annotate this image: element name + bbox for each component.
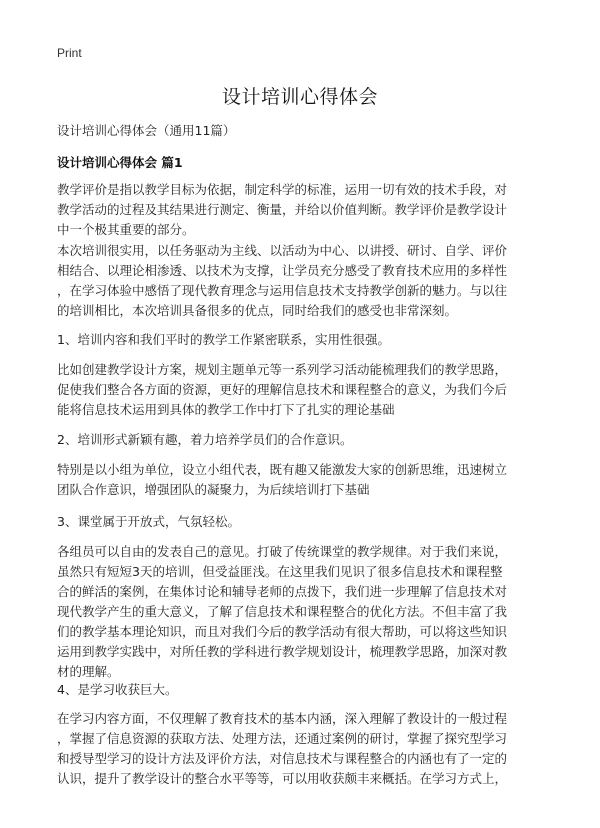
paragraph-line: 相结合、以理论相渗透、以技术为支撑，让学员充分感受了教育技术应用的多样性 [57,263,508,278]
point-heading-4 [57,680,547,700]
point-heading-2 [57,430,547,450]
paragraph-line: 和授导型学习的设计方法及评价方法，对信息技术与课程整合的内涵也有了一定的 [57,751,508,766]
paragraph-training-overview [57,241,547,321]
paragraph-line: 3、课堂属于开放式，气氛轻松。 [57,514,240,529]
page-title: 设计培训心得体会 [221,86,378,108]
paragraph-line: 促使我们整合各方面的资源，更好的理解信息技术和课程整合的意义，为我们今后 [57,382,508,397]
paragraph-line: 材的理解。 [57,664,120,679]
paragraph-line: 4、是学习收获巨大。 [57,682,178,697]
paragraph-intro [57,180,547,240]
paragraph-line: ，掌握了信息资源的获取方法、处理方法，还通过案例的研讨，掌握了探究型学习 [57,731,508,746]
paragraph-point-1 [57,360,547,420]
paragraph-line: 1、培训内容和我们平时的教学工作紧密联系，实用性很强。 [57,332,390,347]
paragraph-line: 各组员可以自由的发表自己的意见。打破了传统课堂的教学规律。对于我们来说， [57,544,508,559]
paragraph-line: 的培训相比，本次培训具备很多的优点，同时给我们的感受也非常深刻。 [57,303,458,318]
paragraph-point-3 [57,542,547,682]
paragraph-line: 认识，提升了教学设计的整合水平等等，可以用收获颇丰来概括。在学习方式上， [57,771,508,786]
paragraph-line: 虽然只有短短3天的培训，但受益匪浅。在这里我们见识了很多信息技术和课程整 [57,564,503,579]
paragraph-point-4 [57,709,547,789]
paragraph-line: 2、培训形式新颖有趣，着力培养学员们的合作意识。 [57,432,353,447]
section-heading: 设计培训心得体会 篇1 [57,155,183,170]
paragraph-line: 教学活动的过程及其结果进行测定、衡量，并给以价值判断。教学评价是教学设计 [57,202,508,217]
point-heading-1 [57,330,547,350]
paragraph-line: 能将信息技术运用到具体的教学工作中打下了扎实的理论基础 [57,402,395,417]
point-heading-3 [57,512,547,532]
paragraph-line: 们的教学基本理论知识，而且对我们今后的教学活动有很大帮助，可以将这些知识 [57,624,508,639]
paragraph-line: 中一个极其重要的部分。 [57,222,195,237]
paragraph-line: 本次培训很实用，以任务驱动为主线、以活动为中心、以讲授、研讨、自学、评价 [57,243,508,258]
paragraph-point-2 [57,460,547,500]
document-subtitle: 设计培训心得体会（通用11篇） [57,123,236,138]
paragraph-line: 比如创建教学设计方案，规划主题单元等一系列学习活动能梳理我们的教学思路， [57,362,508,377]
paragraph-line: 团队合作意识，增强团队的凝聚力，为后续培训打下基础 [57,482,370,497]
paragraph-line: 现代教学产生的重大意义，了解了信息技术和课程整合的优化方法。不但丰富了我 [57,604,508,619]
paragraph-line: ，在学习体验中感悟了现代教育理念与运用信息技术支持教学创新的魅力。与以往 [57,283,508,298]
paragraph-line: 教学评价是指以教学目标为依据，制定科学的标准，运用一切有效的技术手段，对 [57,182,508,197]
paragraph-line: 特别是以小组为单位，设立小组代表，既有趣又能激发大家的创新思维，迅速树立 [57,462,508,477]
paragraph-line: 在学习内容方面，不仅理解了教育技术的基本内涵，深入理解了教设计的一般过程 [57,711,508,726]
paragraph-line: 运用到教学实践中，对所任教的学科进行教学规划设计，梳理教学思路，加深对教 [57,644,508,659]
paragraph-line: 合的鲜活的案例，在集体讨论和辅导老师的点拨下，我们进一步理解了信息技术对 [57,584,508,599]
print-link[interactable]: Print [57,46,82,60]
